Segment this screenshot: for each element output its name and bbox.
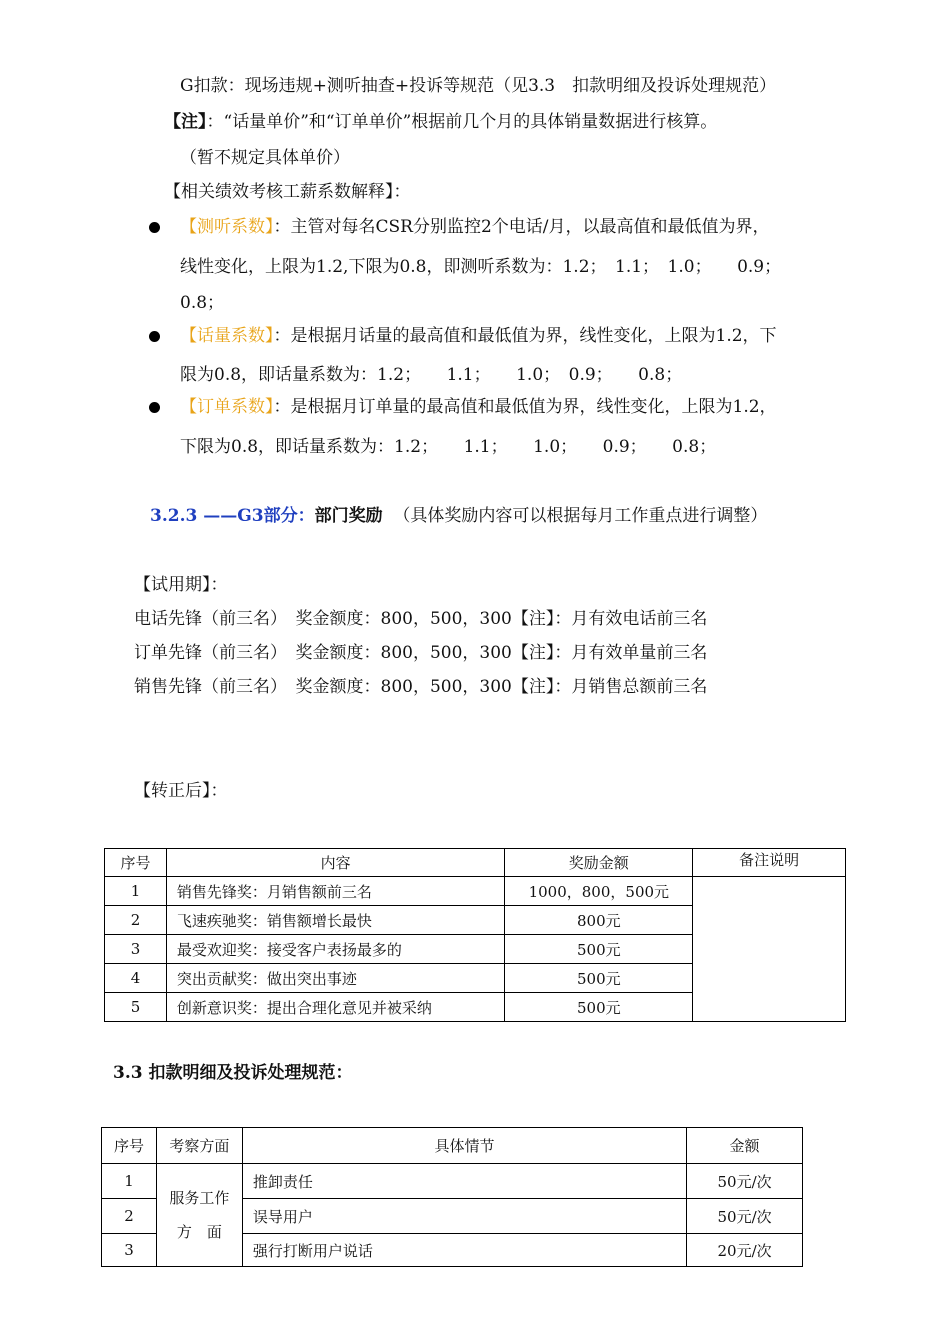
bullet-volume-line2: 限为0.8，即话量系数为：1.2； 1.1； 1.0； 0.9； 0.8； [180,365,683,385]
row-content: 销售先锋奖：月销售额前三名 [166,877,505,906]
row-content: 最受欢迎奖：接受客户表扬最多的 [166,935,505,964]
table-header: 序号 [105,849,167,877]
note-line [164,111,717,133]
note-continuation: （暂不规定具体单价） [180,148,350,168]
table-row [105,877,846,906]
note-text: ：“话量单价”和“订单单价”根据前几个月的具体销量数据进行核算。 [206,112,718,132]
aspect-cell [156,1164,242,1267]
row-number: 3 [102,1234,157,1267]
trial-row: 订单先锋（前三名） 奖金额度：800，500，300【注】：月有效单量前三名 [134,643,708,663]
row-number: 1 [102,1164,157,1199]
bullet-label: 【测听系数】 [180,217,274,237]
bullet-order-line1 [180,396,777,418]
bullet-listen-line2: 线性变化，上限为1.2,下限为0.8，即测听系数为：1.2； 1.1； 1.0； 0.9； [180,257,782,277]
row-content: 创新意识奖：提出合理化意见并被采纳 [166,993,505,1022]
remarks-cell [693,877,846,1022]
bullet-volume-line1 [180,325,777,347]
note-prefix: 【注】 [164,112,207,132]
regular-heading: 【转正后】： [134,781,228,801]
g-deduction-line: G扣款：现场违规+测听抽查+投诉等规范（见3.3 扣款明细及投诉处理规范） [180,76,777,96]
row-detail: 强行打断用户说话 [242,1234,686,1267]
table-row [102,1164,803,1199]
trial-row: 销售先锋（前三名） 奖金额度：800，500，300【注】：月销售总额前三名 [134,677,708,697]
table-header: 考察方面 [156,1128,242,1164]
table-header: 具体情节 [242,1128,686,1164]
row-content: 突出贡献奖：做出突出事迹 [166,964,505,993]
row-amount: 500元 [505,993,693,1022]
row-number: 2 [105,906,167,935]
row-detail: 推卸责任 [242,1164,686,1199]
coefficient-heading: 【相关绩效考核工薪系数解释】： [164,182,411,202]
bullet-label: 【订单系数】 [180,397,274,417]
table-header: 备注说明 [693,849,846,877]
table-header: 内容 [166,849,505,877]
row-number: 5 [105,993,167,1022]
table-header: 奖励金额 [505,849,693,877]
table-header: 金额 [687,1128,803,1164]
row-number: 3 [105,935,167,964]
row-number: 2 [102,1199,157,1234]
table-header: 序号 [102,1128,157,1164]
section-33-heading: 3.3 扣款明细及投诉处理规范： [113,1063,353,1083]
section-title: 部门奖励 [314,506,383,526]
bullet-text: ：是根据月订单量的最高值和最低值为界，线性变化，上限为1.2， [273,397,777,417]
aspect-line: 方 面 [176,1223,222,1241]
bullet-listen-line1 [180,216,770,238]
row-amount: 500元 [505,964,693,993]
row-amount: 500元 [505,935,693,964]
trial-row: 电话先锋（前三名） 奖金额度：800，500，300【注】：月有效电话前三名 [134,609,708,629]
reward-table [104,848,846,1022]
row-amount: 800元 [505,906,693,935]
row-amount: 20元/次 [687,1234,803,1267]
bullet-order-line2: 下限为0.8，即话量系数为：1.2； 1.1； 1.0； 0.9； 0.8； [180,437,717,457]
bullet-dot [149,402,160,413]
section-number: 3.2.3 ——G3部分： [150,506,315,526]
row-number: 4 [105,964,167,993]
aspect-line: 服务工作 [169,1189,230,1207]
row-amount: 50元/次 [687,1164,803,1199]
bullet-dot [149,222,160,233]
row-content: 飞速疾驰奖：销售额增长最快 [166,906,505,935]
bullet-listen-line3: 0.8； [180,293,225,313]
bullet-label: 【话量系数】 [180,326,274,346]
row-amount: 50元/次 [687,1199,803,1234]
bullet-dot [149,331,160,342]
section-323-heading [150,505,767,527]
bullet-text: ：是根据月话量的最高值和最低值为界，线性变化，上限为1.2，下 [273,326,777,346]
bullet-text: ：主管对每名CSR分别监控2个电话/月，以最高值和最低值为界， [273,217,770,237]
trial-heading: 【试用期】： [134,575,228,595]
row-number: 1 [105,877,167,906]
row-detail: 误导用户 [242,1199,686,1234]
row-amount: 1000，800，500元 [505,877,693,906]
deduction-table [101,1127,803,1267]
section-note: （具体奖励内容可以根据每月工作重点进行调整） [393,506,768,526]
